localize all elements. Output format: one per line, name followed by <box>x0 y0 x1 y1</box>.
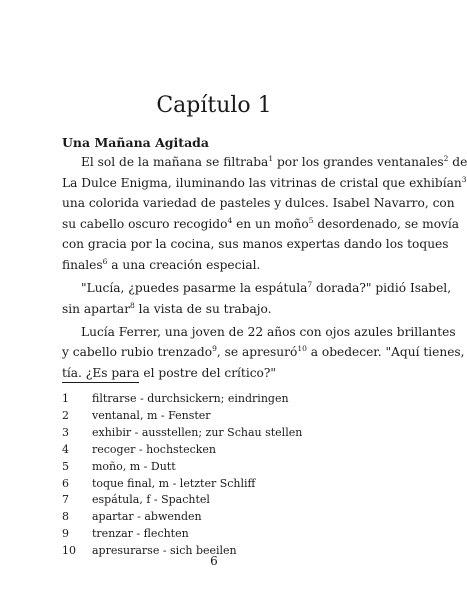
footnote-number: 9 <box>62 527 69 541</box>
paragraph <box>62 322 465 384</box>
footnote-number: 8 <box>62 510 69 524</box>
text-segment: Lucía Ferrer, una joven de 22 años con ojos azules brillantes <box>81 324 456 339</box>
text-line <box>62 176 467 190</box>
footnote-number: 2 <box>62 408 69 422</box>
text-line <box>62 366 276 380</box>
footnote-item <box>62 526 302 543</box>
text-segment: , se apresuró <box>216 345 298 360</box>
text-segment: a obedecer. "Aquí tienes, <box>306 345 465 360</box>
footnote-item <box>62 492 302 509</box>
footnote-text: apresurarse - sich beeilen <box>92 544 237 558</box>
text-segment: finales <box>62 257 103 272</box>
footnote-number: 4 <box>62 442 69 456</box>
text-segment: desordenado, se movía <box>313 216 460 231</box>
chapter-title: Capítulo 1 <box>156 93 272 118</box>
footnote-text: moño, m - Dutt <box>92 459 176 473</box>
footnote-item <box>62 459 302 476</box>
text-segment: en un moño <box>232 216 309 231</box>
footnote-reference[interactable]: 8 <box>130 300 135 310</box>
text-segment: la vista de su trabajo. <box>134 301 272 316</box>
footnote-divider <box>62 382 139 383</box>
footnote-text: ventanal, m - Fenster <box>92 408 211 422</box>
text-segment: su cabello oscuro recogido <box>62 216 228 231</box>
footnote-item <box>62 476 302 493</box>
footnote-reference[interactable]: 5 <box>308 215 314 225</box>
text-segment: sin apartar <box>62 301 131 316</box>
footnote-list <box>62 391 302 560</box>
footnote-reference[interactable]: 9 <box>212 344 217 354</box>
paragraph <box>62 278 452 319</box>
text-line <box>62 345 465 359</box>
text-line <box>81 155 467 169</box>
footnote-number: 3 <box>62 425 69 439</box>
paragraph <box>62 152 467 276</box>
text-segment: por los grandes ventanales <box>273 155 444 169</box>
footnote-text: toque final, m - letzter Schliff <box>92 476 256 490</box>
footnote-text: espátula, f - Spachtel <box>92 493 210 507</box>
text-segment: con gracia por la cocina, sus manos expertas dando los toques <box>62 237 449 252</box>
text-line <box>62 217 459 231</box>
text-segment: a una creación especial. <box>107 257 261 272</box>
footnote-item <box>62 509 302 526</box>
text-segment: La Dulce Enigma, iluminando las vitrinas de cristal que exhibían <box>62 175 462 190</box>
footnote-number: 1 <box>62 392 69 405</box>
section-heading: Una Mañana Agitada <box>62 135 210 150</box>
text-line <box>62 258 260 272</box>
footnote-text: exhibir - ausstellen; zur Schau stellen <box>92 425 303 439</box>
text-line <box>62 302 272 316</box>
body-text <box>62 152 467 386</box>
text-segment: dorada?" pidió Isabel, <box>312 280 452 295</box>
footnote-text: filtrarse - durchsickern; eindringen <box>92 392 289 405</box>
footnote-reference[interactable]: 10 <box>297 344 307 354</box>
text-segment: y cabello rubio trenzado <box>62 345 213 360</box>
text-segment: El sol de la mañana se filtraba <box>81 155 269 169</box>
footnote-item <box>62 442 302 459</box>
footnote-text: apartar - abwenden <box>92 510 202 524</box>
footnote-item <box>62 408 302 425</box>
footnote-reference[interactable]: 1 <box>268 153 274 163</box>
text-line <box>62 237 449 251</box>
text-line <box>81 325 456 339</box>
footnote-number: 5 <box>62 459 69 473</box>
footnote-reference[interactable]: 2 <box>443 153 449 163</box>
text-segment: tía. ¿Es para el postre del crítico?" <box>62 365 277 380</box>
text-segment: de <box>448 155 467 169</box>
text-segment: "Lucía, ¿puedes pasarme la espátula <box>81 280 308 295</box>
footnote-reference[interactable]: 4 <box>227 215 233 225</box>
footnote-item <box>62 425 302 442</box>
footnote-number: 10 <box>62 544 76 558</box>
footnote-text: trenzar - flechten <box>92 527 189 541</box>
footnote-number: 7 <box>62 493 69 507</box>
page-number: 6 <box>210 554 218 568</box>
text-line <box>81 281 451 295</box>
footnote-item <box>62 391 302 408</box>
footnote-reference[interactable]: 6 <box>102 256 108 266</box>
footnote-reference[interactable]: 3 <box>461 174 467 184</box>
footnote-reference[interactable]: 7 <box>307 279 313 289</box>
footnote-number: 6 <box>62 476 69 490</box>
footnote-text: recoger - hochstecken <box>92 442 217 456</box>
text-segment: una colorida variedad de pasteles y dulces. Isabel Navarro, con <box>62 196 455 211</box>
text-line <box>62 196 455 210</box>
